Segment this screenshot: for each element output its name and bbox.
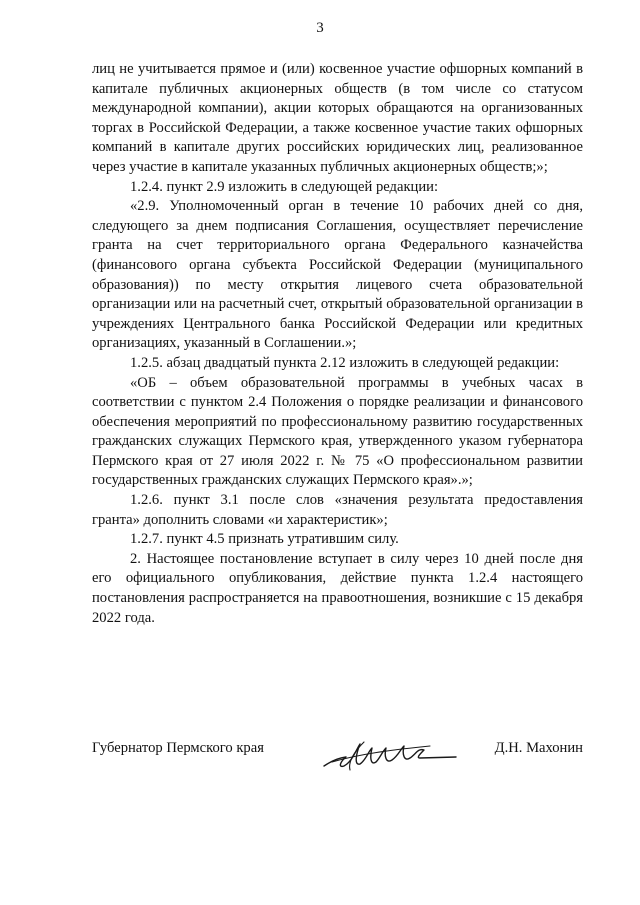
paragraph-1-2-4: 1.2.4. пункт 2.9 изложить в следующей редакции: (130, 178, 439, 195)
body-text (92, 60, 583, 628)
signature-block (92, 732, 583, 782)
handwritten-signature-icon (320, 732, 460, 780)
paragraph-effective-date: 2. Настоящее постановление вступает в силу через 10 дней после дня его официального опубликования, действие пункта 1.2.4 настоящего постановления распространяется на правоотношения, возникшие с 15 декабря 2022 года. (92, 550, 583, 626)
paragraph-1-2-5: 1.2.5. абзац двадцатый пункта 2.12 изложить в следующей редакции: (130, 354, 560, 371)
paragraph-offshore: лиц не учитывается прямое и (или) косвенное участие офшорных компаний в капитале публичных акционерных обществ (в том числе со статусом международной компании), акции которых обращаются на организованных торгах в Российской Федерации, а также косвенное участие таких офшорных компаний в капитале других российских юридических лиц, реализованное через участие в капитале указанных публичных акционерных обществ;»; (92, 61, 583, 175)
paragraph-1-2-7: 1.2.7. пункт 4.5 признать утратившим силу. (130, 531, 399, 548)
paragraph-1-2-6: 1.2.6. пункт 3.1 после слов «значения результата предоставления гранта» дополнить словами «и характеристик»; (92, 492, 583, 528)
signatory-position: Губернатор Пермского края (92, 740, 264, 756)
signatory-name: Д.Н. Махонин (494, 740, 583, 756)
page-number: 3 (316, 20, 324, 36)
paragraph-ob-definition: «ОБ – объем образовательной программы в учебных часах в соответствии с пунктом 2.4 Положения о порядке реализации и финансового обеспечения мероприятий по профессиональному развитию государственных гражданских служащих Пермского края, утвержденного указом губернатора Пермского края от 27 июля 2022 г. № 75 «О профессиональном развитии государственных гражданских служащих Пермского края».»; (92, 374, 583, 489)
paragraph-2-9: «2.9. Уполномоченный орган в течение 10 рабочих дней со дня, следующего за днем подписания Соглашения, осуществляет перечисление гранта на счет территориального органа Федерального казначейства (финансового органа субъекта Российской Федерации (муниципального образования)) по месту открытия лицевого счета образовательной организации или на расчетный счет, открытый образовательной организации в учреждениях Центрального банка Российской Федерации или кредитных организациях, указанный в Соглашении.»; (92, 198, 583, 352)
